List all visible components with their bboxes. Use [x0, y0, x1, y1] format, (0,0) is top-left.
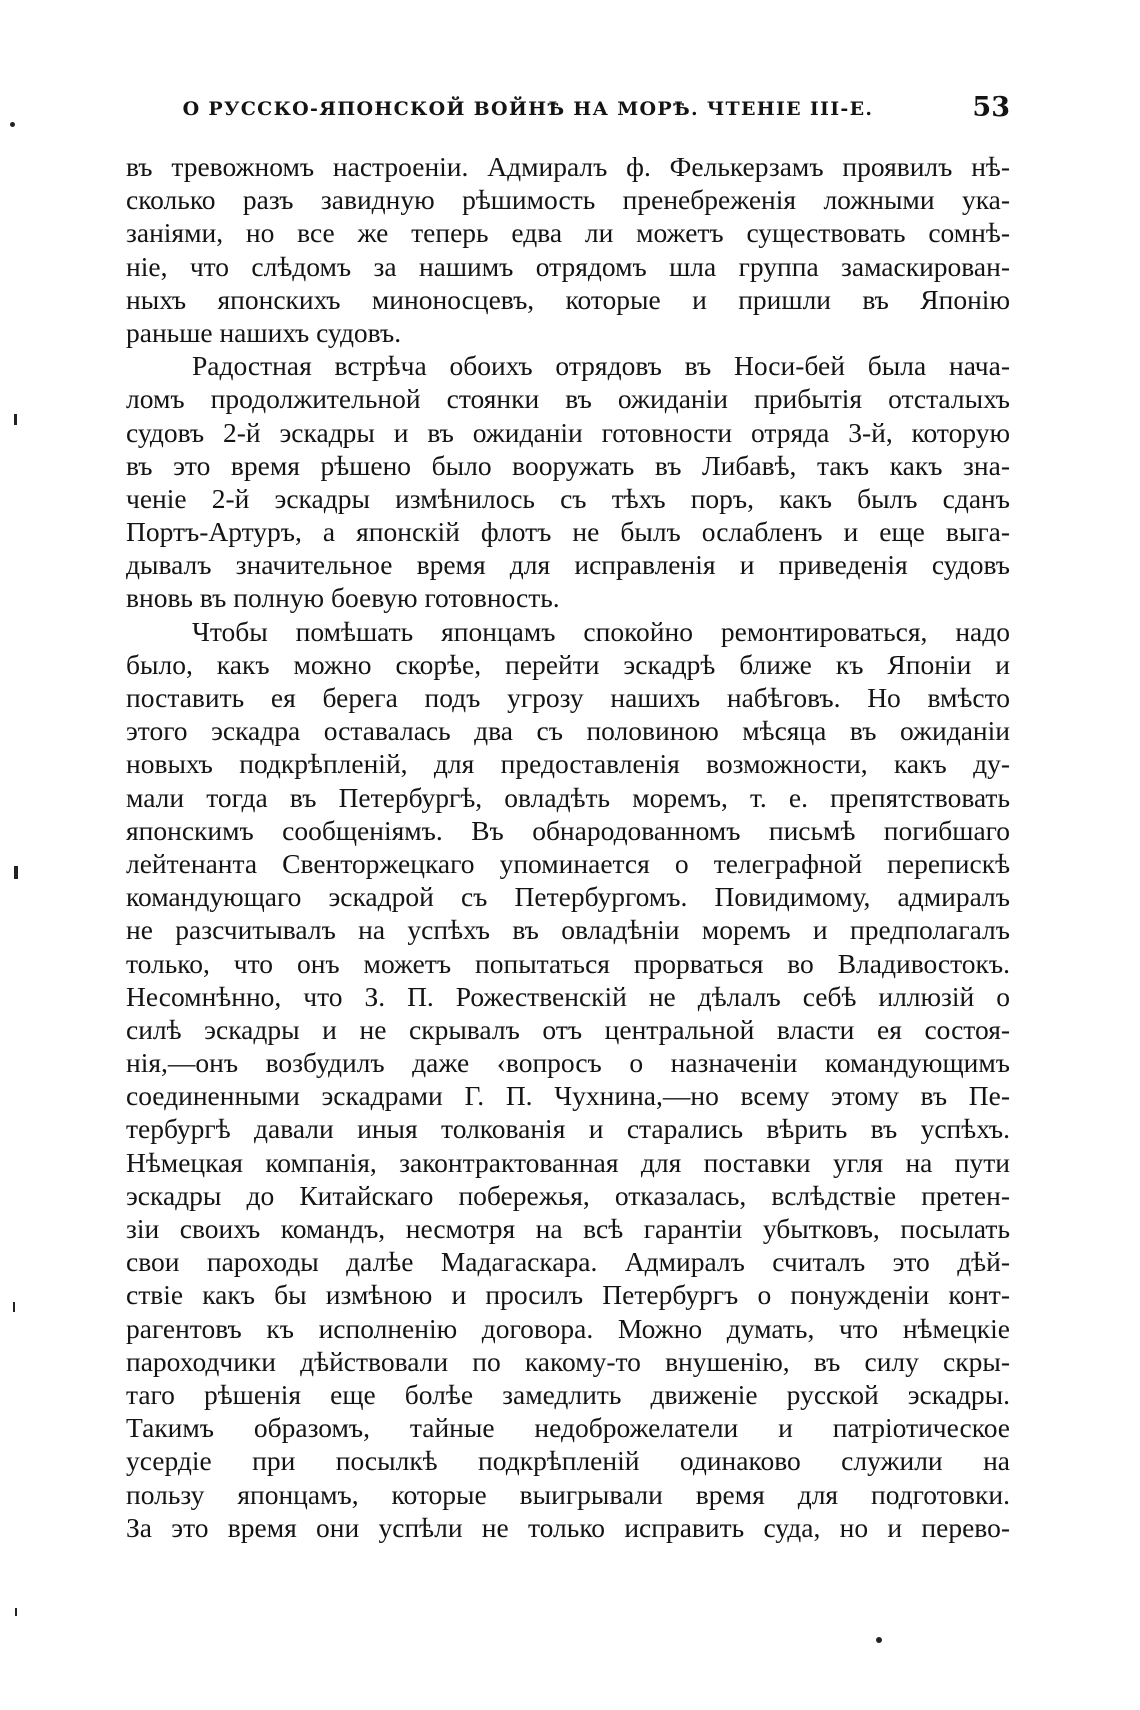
text-line: пользу японцамъ, которые выигрывали время для подготовки. [126, 1478, 1010, 1510]
text-line: судовъ 2-й эскадры и въ ожиданіи готовности отряда 3-й, которую [126, 416, 1010, 448]
bottom-dot [876, 1637, 882, 1643]
text-line: этого эскадра оставалась два съ половиною мѣсяца въ ожиданіи [126, 715, 1010, 747]
text-line: ченіе 2-й эскадры измѣнилось съ тѣхъ поръ, какъ былъ сданъ [126, 482, 1010, 514]
text-line: не разсчитывалъ на успѣхъ въ овладѣніи моремъ и предполагалъ [126, 914, 1010, 946]
text-line: ствіе какъ бы измѣною и просилъ Петербургъ о понужденіи конт- [126, 1279, 1010, 1311]
text-line: Чтобы помѣшать японцамъ спокойно ремонтироваться, надо [192, 615, 1010, 647]
text-line: сколько разъ завидную рѣшимость пренебреженія ложными ука- [126, 184, 1010, 216]
text-line: усердіе при посылкѣ подкрѣпленій одинаково служили на [126, 1445, 1010, 1477]
text-line: Такимъ образомъ, тайные недоброжелатели и патріотическое [126, 1412, 1010, 1444]
margin-speck [10, 122, 15, 127]
text-line: ломъ продолжительной стоянки въ ожиданіи прибытія отсталыхъ [126, 383, 1010, 415]
text-line: поставить ея берега подъ угрозу нашихъ набѣговъ. Но вмѣсто [126, 682, 1010, 713]
text-line: ніе, что слѣдомъ за нашимъ отрядомъ шла группа замаскирован- [126, 250, 1010, 282]
text-line: японскимъ сообщеніямъ. Въ обнародованномъ письмѣ погибшаго [126, 814, 1010, 846]
text-line: новыхъ подкрѣпленій, для предоставленія возможности, какъ ду- [126, 748, 1010, 780]
margin-speck [14, 866, 18, 879]
margin-speck [15, 1608, 17, 1616]
page-number: 53 [972, 92, 1010, 123]
text-line: было, какъ можно скорѣе, перейти эскадрѣ ближе къ Японіи и [126, 648, 1010, 680]
text-line: раньше нашихъ судовъ. [126, 316, 402, 348]
text-line: За это время они успѣли не только исправить суда, но и перево- [126, 1511, 1010, 1543]
text-line: эскадры до Китайскаго побережья, отказалась, вслѣдствіе претен- [126, 1179, 1010, 1211]
text-line: въ тревожномъ настроеніи. Адмиралъ ф. Фелькерзамъ проявилъ нѣ- [126, 151, 1010, 182]
text-line: мали тогда въ Петербургѣ, овладѣть моремъ, т. е. препятствовать [126, 781, 1010, 813]
text-line: пароходчики дѣйствовали по какому-то внушенію, въ силу скры- [126, 1345, 1010, 1377]
text-line: дывалъ значительное время для исправленія и приведенія судовъ [126, 549, 1010, 581]
text-line: тербургѣ давали иныя толкованія и старались вѣрить въ успѣхъ. [126, 1113, 1010, 1145]
text-line: Нѣмецкая компанія, законтрактованная для поставки угля на пути [126, 1146, 1010, 1178]
body-text [126, 150, 1010, 1544]
text-line: въ это время рѣшено было вооружать въ Либавѣ, такъ какъ зна- [126, 449, 1010, 481]
text-line: ныхъ японскихъ миноносцевъ, которые и пришли въ Японію [126, 283, 1010, 315]
text-line: свои пароходы далѣе Мадагаскара. Адмиралъ считалъ это дѣй- [126, 1246, 1010, 1278]
text-line: командующаго эскадрой съ Петербургомъ. Повидимому, адмиралъ [126, 881, 1010, 913]
text-line: заніями, но все же теперь едва ли можетъ существовать сомнѣ- [126, 217, 1010, 249]
text-line: лейтенанта Свенторжецкаго упоминается о телеграфной перепискѣ [126, 847, 1010, 879]
text-line: Несомнѣнно, что З. П. Рожественскій не дѣлалъ себѣ иллюзій о [126, 980, 1010, 1012]
text-line: соединенными эскадрами Г. П. Чухнина,—но всему этому въ Пе- [126, 1080, 1010, 1112]
running-header [126, 92, 1020, 132]
text-line: зіи своихъ командъ, несмотря на всѣ гарантіи убытковъ, посылать [126, 1213, 1010, 1244]
text-line: только, что онъ можетъ попытаться прорваться во Владивостокъ. [126, 947, 1010, 979]
text-line: рагентовъ къ исполненію договора. Можно думать, что нѣмецкіе [126, 1312, 1010, 1344]
running-title: О РУССКО-ЯПОНСКОЙ ВОЙНѢ НА МОРѢ. ЧТЕНІЕ III-Е. [182, 98, 874, 120]
text-line: нія,—онъ возбудилъ даже ‹вопросъ о назначеніи командующимъ [126, 1047, 1010, 1079]
text-line: Радостная встрѣча обоихъ отрядовъ въ Носи-бей была нача- [192, 350, 1010, 382]
text-line: таго рѣшенія еще болѣе замедлить движеніе русской эскадры. [126, 1378, 1010, 1410]
margin-speck [14, 414, 17, 425]
margin-speck [13, 1302, 15, 1312]
text-line: силѣ эскадры и не скрывалъ отъ центральной власти ея состоя- [126, 1013, 1010, 1045]
text-line: Портъ-Артуръ, а японскій флотъ не былъ ослабленъ и еще выга- [126, 516, 1010, 548]
text-line: вновь въ полную боевую готовность. [126, 582, 560, 614]
